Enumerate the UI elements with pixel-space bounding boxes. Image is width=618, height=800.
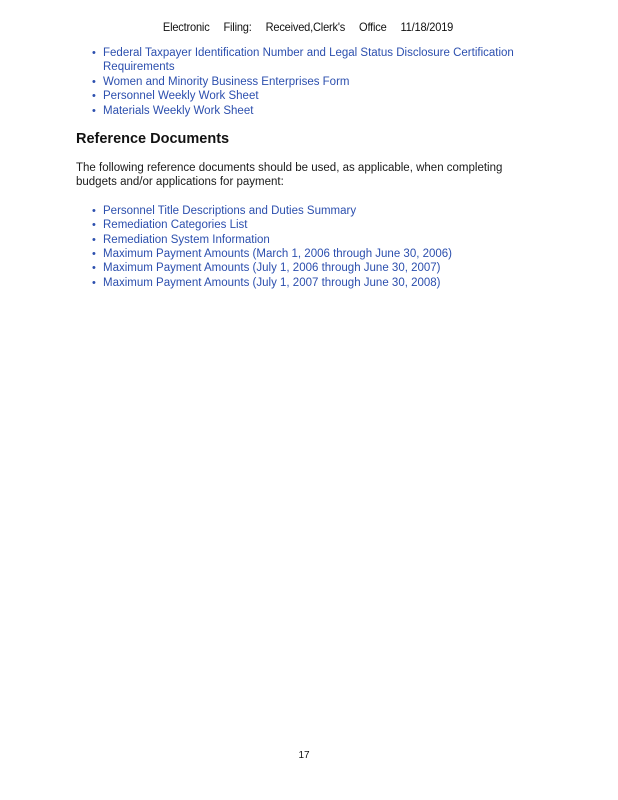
link-max-payment-2007-2008[interactable]: • Maximum Payment Amounts (July 1, 2007 through June 30, 2008) [76, 276, 546, 290]
reference-documents-heading: Reference Documents [76, 131, 230, 148]
stamp-word-filing: Filing: [223, 20, 252, 34]
page-number: 17 [298, 750, 310, 761]
link-federal-taxpayer-id[interactable]: • Federal Taxpayer Identification Number and Legal Status Disclosure Certification Requirements [76, 46, 546, 75]
stamp-word-electronic: Electronic [162, 20, 210, 34]
stamp-date: 11/18/2019 [400, 20, 454, 34]
reference-link-list [76, 204, 546, 290]
link-max-payment-2006-march[interactable]: • Maximum Payment Amounts (March 1, 2006 through June 30, 2006) [76, 247, 546, 261]
form-link-list [76, 46, 546, 118]
link-materials-weekly-work-sheet[interactable]: • Materials Weekly Work Sheet [76, 104, 546, 118]
link-women-minority-business-form[interactable]: • Women and Minority Business Enterprises Form [76, 75, 546, 89]
link-max-payment-2006-2007[interactable]: • Maximum Payment Amounts (July 1, 2006 through June 30, 2007) [76, 261, 546, 275]
stamp-word-office: Office [359, 20, 387, 34]
link-personnel-weekly-work-sheet[interactable]: • Personnel Weekly Work Sheet [76, 89, 546, 103]
link-remediation-categories-list[interactable]: • Remediation Categories List [76, 218, 546, 232]
link-remediation-system-information[interactable]: • Remediation System Information [76, 233, 546, 247]
reference-intro-text: The following reference documents should be used, as applicable, when completing budgets and/or applications for payment: [76, 162, 503, 189]
stamp-word-received: Received,Clerk's [265, 20, 346, 34]
link-personnel-title-descriptions[interactable]: • Personnel Title Descriptions and Duties Summary [76, 204, 546, 218]
electronic-filing-stamp [24, 20, 593, 34]
document-body [76, 46, 546, 290]
